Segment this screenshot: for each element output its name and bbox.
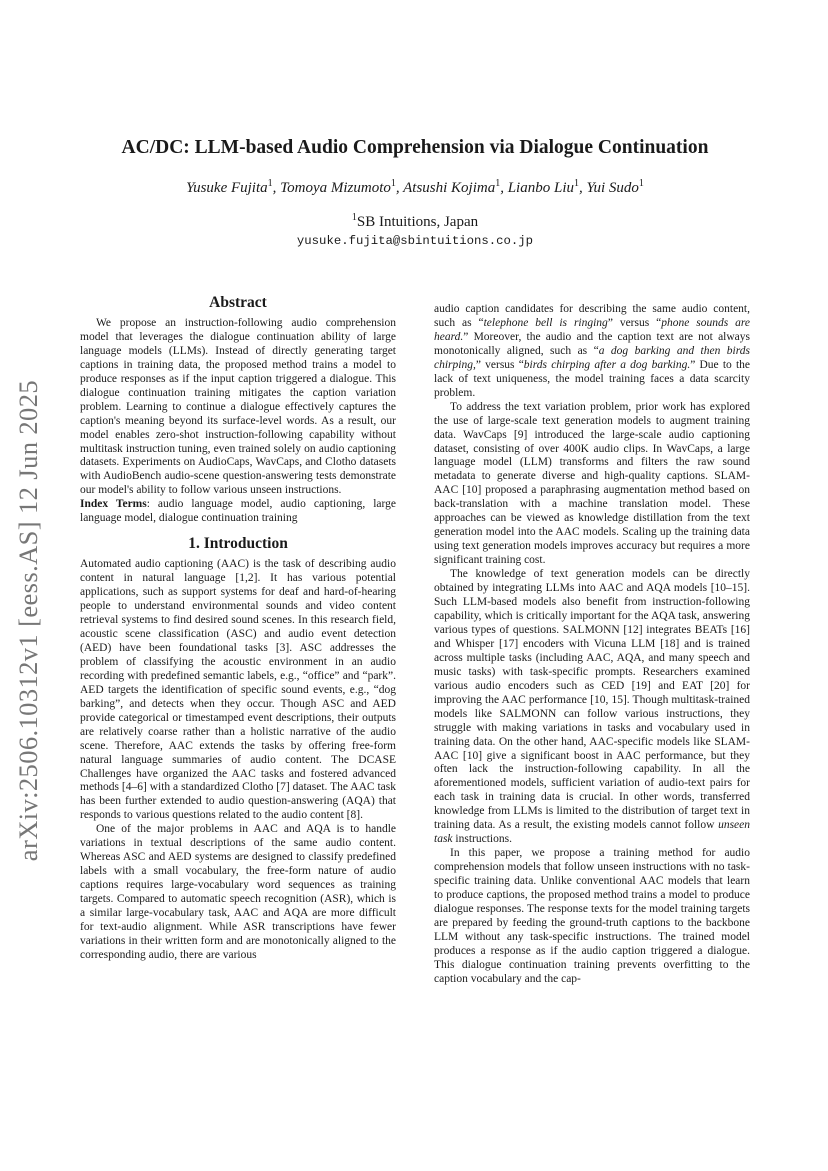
author-name: Atsushi Kojima	[403, 180, 496, 196]
author-affil-mark: 1	[495, 178, 501, 189]
text-span: ” versus “	[607, 316, 662, 329]
abstract-text: We propose an instruction-following audio comprehension model that leverages the dialogue continuation ability of large language models (LLMs). Instead of directly generating target captions in training data, the proposed method trains a model to produce responses as if the input caption triggered a dialogue. This dialogue continuation training mitigates the caption variation problem. Learning to continue a dialogue effectively captures the caption's meaning beyond its surface-level words. As a result, our model enables zero-shot instruction-following capability without multitask instruction tuning, even trained solely on audio captioning datasets. Experiments on AudioCaps, WavCaps, and Clotho datasets with AudioBench audio-scene question-answering tests demonstrate our model's ability to follow various unseen instructions.	[80, 316, 396, 497]
author-separator: ,	[579, 180, 587, 196]
abstract-heading: Abstract	[209, 294, 267, 311]
caption-example: telephone bell is ringing	[483, 316, 608, 329]
author-name: Yusuke Fujita	[186, 180, 268, 196]
text-span: The knowledge of text generation models can be directly obtained by integrating LLMs into AAC and AQA models [10–15]. Such LLM-based models also benefit from instruction-following capability, which is critically important for the AQA task, answering various types of questions. SALMONN [12] integrates BEATs [16] and Whisper [17] encoders with Vicuna LLM [18] and is trained across multiple tasks (including AAC, AQA, and many speech and music tasks) with task-specific prompts. Researchers examined various audio encoders such as CED [19] and EAT [20] for improving the AAC performance [10, 15]. Though multitask-trained models like SALMONN can follow various instructions, they struggle with making variations in tasks and vocabulary used in training data. On the other hand, AAC-specific models like SLAM-AAC [10] give a significant boost in AAC performance, but they often lack the instruction-following capability. In all the aforementioned models, sufficient variation of audio-text pairs for each task in training data is crucial. In other words, transferred knowledge from LLMs is limited to the distribution of target text in training data. As a result, the existing models cannot follow	[434, 568, 750, 832]
author-affil-mark: 1	[267, 178, 273, 189]
text-span: ” versus “	[475, 358, 524, 371]
paper-title: AC/DC: LLM-based Audio Comprehension via Dialogue Continuation	[121, 137, 709, 158]
affiliation-name: SB Intuitions, Japan	[356, 214, 479, 230]
caption-example: birds chirping after a dog barking.	[523, 358, 691, 371]
right-column	[434, 303, 750, 987]
text-span: audio caption candidates for describing the same audio content, such as “	[434, 303, 750, 329]
emphasis-text: unseen task	[434, 819, 750, 846]
author-affil-mark: 1	[638, 178, 644, 189]
text-span: instructions.	[452, 833, 512, 846]
index-terms-label: Index Terms	[80, 498, 147, 511]
author-list	[80, 178, 750, 197]
author-name: Yui Sudo	[586, 180, 639, 196]
author-name: Tomoya Mizumoto	[280, 180, 391, 196]
author-separator: ,	[500, 180, 508, 196]
index-terms-text: : audio language model, audio captioning, large language model, dialogue continuation training	[80, 498, 396, 525]
index-terms	[80, 498, 396, 526]
author-separator: ,	[395, 180, 404, 196]
left-column	[80, 296, 396, 963]
arxiv-side-stamp	[8, 356, 48, 886]
author-separator: ,	[272, 180, 281, 196]
affiliation-mark: 1	[351, 212, 357, 223]
caption-example: phone sounds are heard.	[434, 316, 751, 343]
intro-paragraph-2: One of the major problems in AAC and AQA is to handle variations in textual descriptions of the same audio content. Whereas ASC and AED systems are designed to classify predefined labels with a small vocabulary, the free-form nature of audio captions requires large-vocabulary word sequences as training targets. Compared to automatic speech recognition (ASR), which is a similar large-vocabulary task, AAC and AQA are more difficult for text-audio alignment. While ASR transcriptions have fewer variations in their written form and are monotonically aligned to the corresponding audio, there are various	[80, 823, 396, 961]
arxiv-identifier: arXiv:2506.10312v1 [eess.AS] 12 Jun 2025	[12, 380, 43, 862]
author-name: Lianbo Liu	[507, 180, 574, 196]
intro-paragraph-5: In this paper, we propose a training method for audio comprehension models that follow unseen instructions with no task-specific training data. Unlike conventional AAC models that learn to produce captions, the proposed method trains a model to produce dialogue responses. The response texts for the model training targets are prepared by feeding the ground-truth captions to the backbone LLM without any task-specific instructions. The trained model produces a response as if the audio caption triggered a dialogue. This dialogue continuation training prevents overfitting to the caption vocabulary and the cap-	[434, 847, 750, 985]
intro-paragraph-1: Automated audio captioning (AAC) is the task of describing audio content in natural language [1,2]. It has various potential applications, such as support systems for deaf and hard-of-hearing people to understand environmental sounds and video content retrieval systems to find desired sound scenes. In this research field, acoustic scene classification (ASC) and audio event detection (AED) have been foundational tasks [3]. ASC addresses the problem of classifying the acoustic environment in an audio recording with predefined semantic labels, e.g., “office” and “park”. AED targets the identification of specific sound events, e.g., “dog barking”, and detects when they occur. Though ASC and AED provide categorical or timestamped event descriptions, their outputs are relatively coarse rather than a holistic narrative of the audio scene. Therefore, AAC extends the tasks by offering free-form natural language summaries of audio content. The DCASE Challenges have organized the AAC tasks and fostered advanced methods [4–6] with a standardized Clotho [7] dataset. The AAC task has been further extended to audio question-answering (AQA) that responds to various questions related to the audio content [8].	[80, 558, 396, 822]
intro-paragraph-4	[434, 568, 750, 847]
intro-heading: 1. Introduction	[188, 535, 288, 553]
affiliation	[80, 212, 750, 231]
caption-example: a dog barking and then birds chirping,	[434, 344, 751, 371]
text-span: ” Moreover, the audio and the caption text are not always monotonically aligned, such as “	[434, 330, 750, 357]
intro-paragraph-3: To address the text variation problem, prior work has explored the use of large-scale text generation models to augment training data. WavCaps [9] introduced the large-scale audio captioning dataset, consisting of over 400K audio clips. In WavCaps, a large language model (LLM) transforms and filters the raw sound metadata to generate diverse and high-quality captions. SLAM-AAC [10] proposed a paraphrasing augmentation method based on back-translation with a machine translation model. These approaches can be viewed as knowledge distillation from the text generation model into the AAC models. Scaling up the training data using text generation models improves accuracy but requires a more significant training cost.	[434, 400, 750, 567]
author-affil-mark: 1	[390, 178, 396, 189]
text-span: ” Due to the lack of text uniqueness, the model training faces a data scarcity problem.	[434, 358, 750, 399]
contact-email[interactable]: yusuke.fujita@sbintuitions.co.jp	[296, 234, 534, 248]
author-affil-mark: 1	[574, 178, 579, 189]
intro-paragraph-continued	[434, 303, 750, 401]
